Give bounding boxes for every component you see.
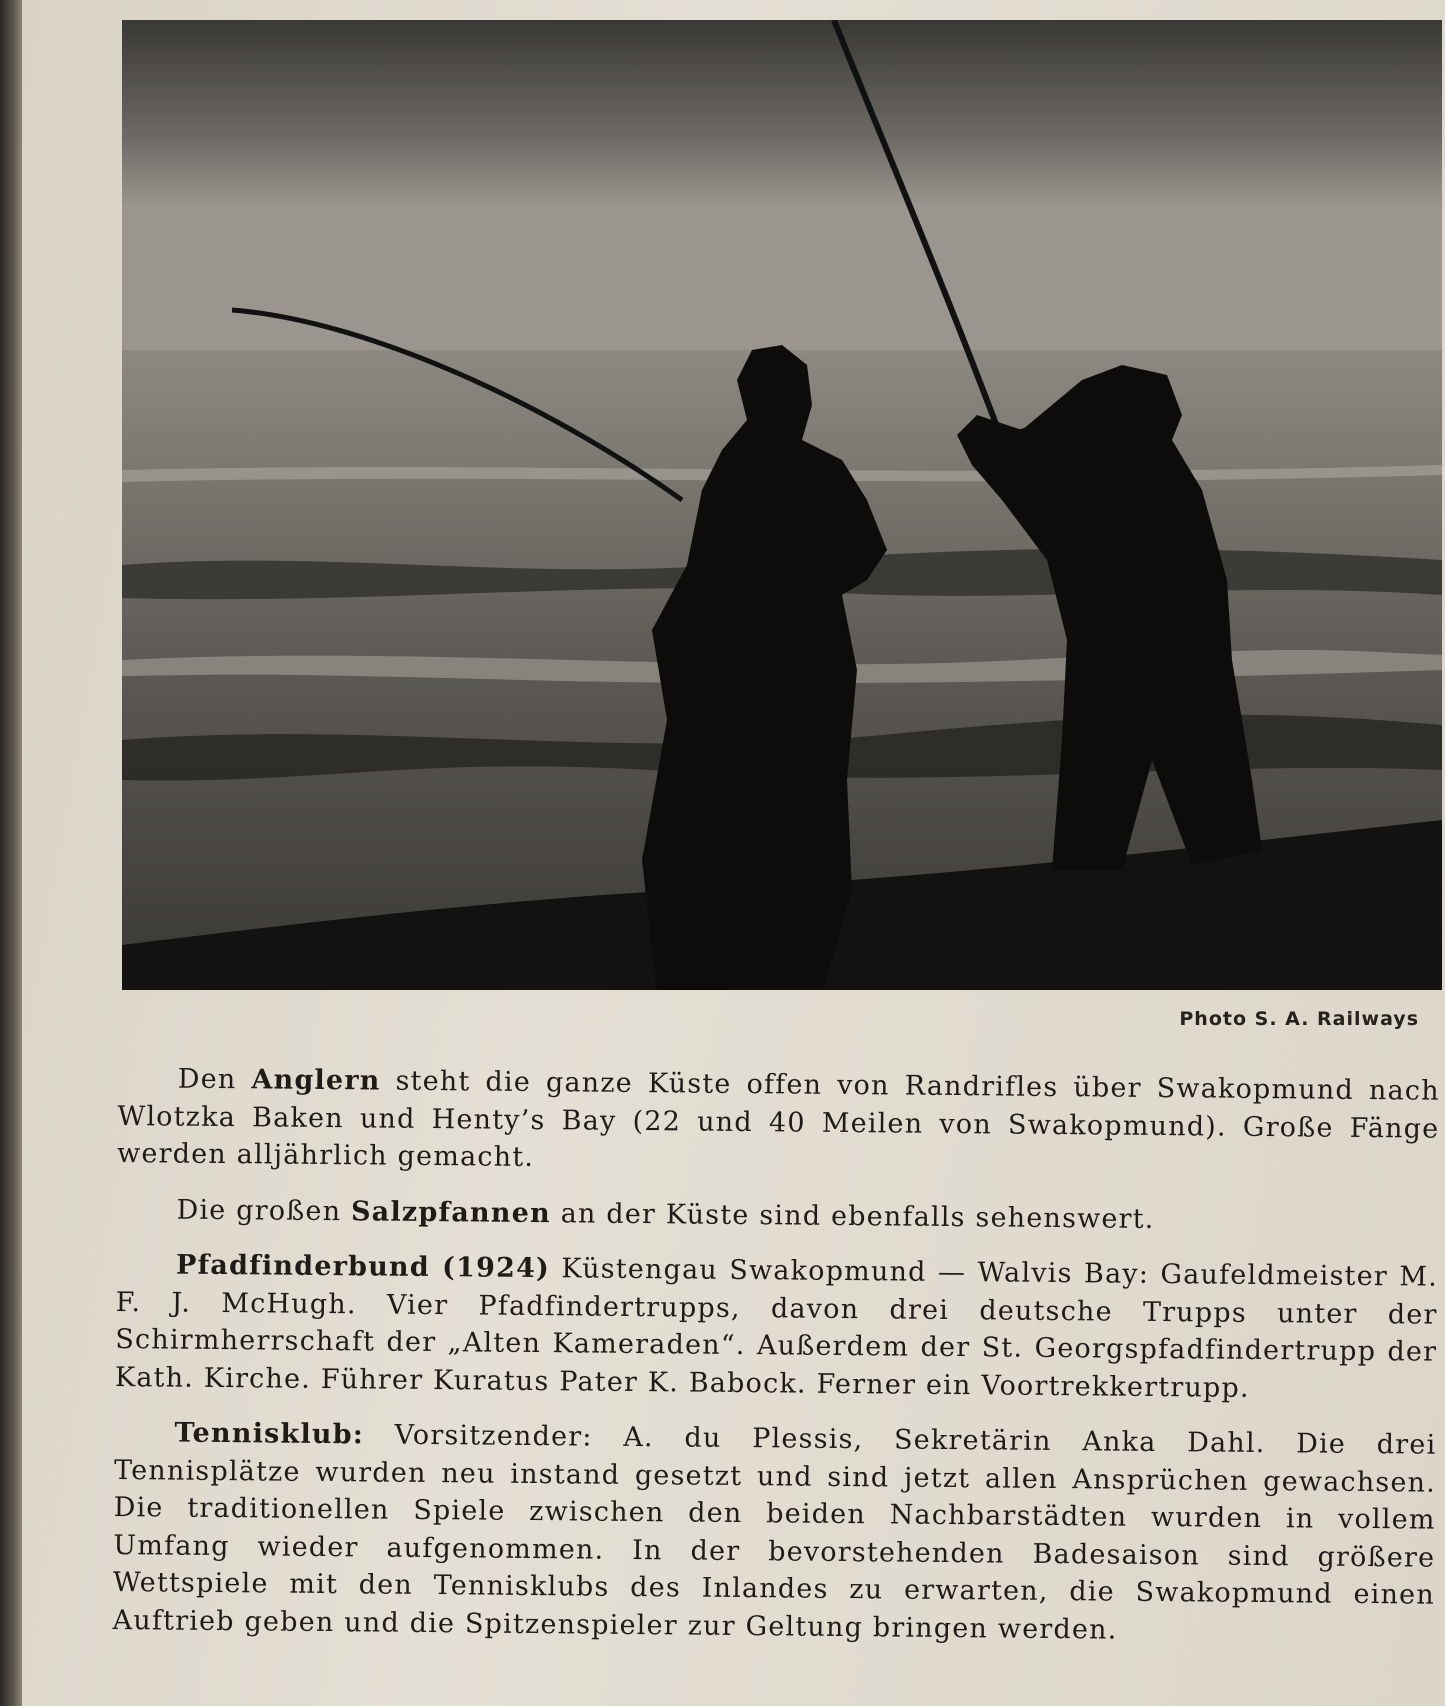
paragraph-text: Den: [177, 1063, 252, 1096]
paragraph-keyword: Anglern: [251, 1064, 381, 1097]
photo-credit: Photo S. A. Railways: [1179, 1008, 1419, 1030]
paragraph-anglers: [117, 1060, 1440, 1185]
paragraph-keyword: Tennisklub:: [174, 1417, 365, 1451]
photo-illustration: [122, 20, 1442, 990]
book-spine-shadow: [0, 0, 22, 1706]
paragraph-text: Vorsitzender: A. du Plessis, Sekretärin Anka Dahl. Die drei Tennisplätze wurden neu instand gesetzt und sind jetzt allen Ansprüchen gewachsen. Die traditionellen Spiele zwischen den beiden Nachbarstädten wurden in vollem Umfang wieder aufgenommen. In der bevorstehenden Badesaison sind größere Wettspiele mit den Tennisklubs des Inlandes zu erwarten, die Swakopmund einen Auftrieb geben und die Spitzenspieler zur Geltung bringen werden.: [112, 1419, 1437, 1646]
paragraph-keyword: Salzpfannen: [350, 1195, 552, 1229]
book-page: [22, 0, 1445, 1706]
photo-anglers-silhouette: [122, 20, 1442, 990]
paragraph-text: steht die ganze Küste offen von Randrifles über Swakopmund nach Wlotzka Baken und Henty’s Bay (22 und 40 Meilen von Swakopmund). Große Fänge werden alljährlich gemacht.: [116, 1065, 1440, 1173]
body-text: [112, 1060, 1440, 1670]
paragraph-text: Die großen: [176, 1194, 352, 1227]
paragraph-tennisklub: [112, 1414, 1436, 1652]
paragraph-keyword: Pfadfinderbund (1924): [175, 1249, 551, 1285]
paragraph-text: Küstengau Swakopmund — Walvis Bay: Gaufeldmeister M. F. J. McHugh. Vier Pfadfindertrupps, davon drei deutsche Trupps unter der Schirmherrschaft der „Alten Kameraden“. Außerdem der St. Georgspfadfindertrupp der Kath. Kirche. Führer Kuratus Pater K. Babock. Ferner ein Voortrekkertrupp.: [114, 1253, 1439, 1404]
paragraph-text: an der Küste sind ebenfalls sehenswert.: [550, 1197, 1155, 1235]
paragraph-pfadfinder: [115, 1246, 1438, 1409]
paragraph-salzpfannen: [116, 1190, 1438, 1240]
